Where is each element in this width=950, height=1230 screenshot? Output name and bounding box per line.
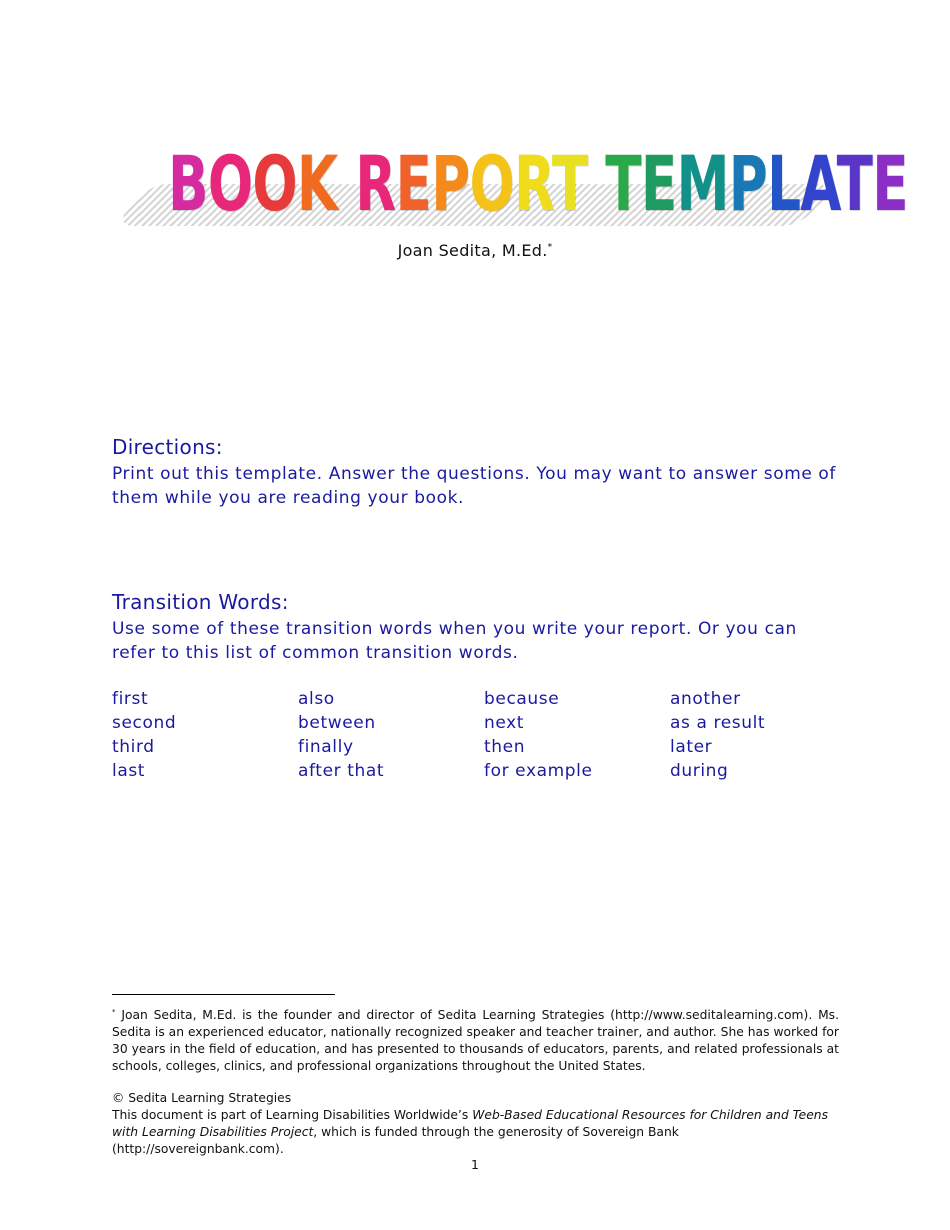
title-letter: O [469,139,515,228]
project-name: Web-Based Educational Resources for Children and Teens with Learning Disabilities Project [112,1108,828,1139]
title-banner [130,138,908,230]
title-letter: P [431,139,470,228]
transition-word: between [298,713,376,733]
title-letter: R [514,139,552,228]
transition-words-heading: Transition Words: [112,590,289,614]
transition-word: for example [484,761,593,781]
copyright-block [112,1090,839,1158]
directions-heading: Directions: [112,435,223,459]
funding-statement [112,1107,839,1158]
footnote-marker: * [112,1008,116,1016]
author-footnote-marker: * [547,242,553,253]
title-letter: K [296,139,338,228]
transition-word: first [112,689,149,709]
footnote-divider [112,994,335,995]
title-letter: T [551,139,588,228]
transition-word: last [112,761,146,781]
title-letter: P [728,139,768,228]
title-letter: O [207,139,253,228]
transition-word: as a result [670,713,766,733]
transition-word: third [112,737,155,757]
title-letter [587,139,605,228]
title-letter: E [640,139,677,228]
title-letter: A [800,139,837,228]
directions-text: Print out this template. Answer the questions. You may want to answer some of them while you are reading your book. [112,464,837,508]
transition-word: later [670,737,713,757]
title-letter: L [767,139,801,228]
title-letter: T [605,139,641,228]
transition-word: also [298,689,335,709]
title-letter: R [355,139,396,228]
footnote-text: Joan Sedita, M.Ed. is the founder and director of Sedita Learning Strategies (http://www.seditalearning.com). Ms. Sedita is an experienced educator, nationally recognized speaker and teacher trainer, and author. She has worked for 30 years in the field of education, and has presented to thousands of educators, parents, and related professionals at schools, colleges, clinics, and professional organizations throughout the United States. [112,1008,839,1074]
author-footnote [112,1004,839,1075]
transition-word: finally [298,737,354,757]
transition-word: next [484,713,525,733]
transition-word: another [670,689,741,709]
author-name: Joan Sedita, M.Ed. [397,241,548,260]
document-title [168,138,908,230]
title-letter: B [168,139,208,228]
title-letter: M [676,139,729,228]
transition-word: during [670,761,729,781]
transition-word-grid [112,687,852,783]
funding-prefix: This document is part of Learning Disabilities Worldwide’s [112,1108,473,1122]
transition-word: because [484,689,560,709]
copyright-line: © Sedita Learning Strategies [112,1091,292,1105]
title-letter: E [872,139,908,228]
title-letter: O [252,139,297,228]
title-letter: T [836,139,873,228]
transition-word: then [484,737,526,757]
funding-suffix: , which is funded through the generosity of Sovereign Bank (http://sovereignbank.com). [112,1125,679,1156]
transition-word: second [112,713,177,733]
page-number: 1 [471,1157,479,1172]
author-line [0,241,950,260]
title-letter: E [395,139,432,228]
title-letter [337,139,355,228]
transition-word: after that [298,761,385,781]
transition-words-text: Use some of these transition words when you write your report. Or you can refer to this list of common transition words. [112,619,797,663]
